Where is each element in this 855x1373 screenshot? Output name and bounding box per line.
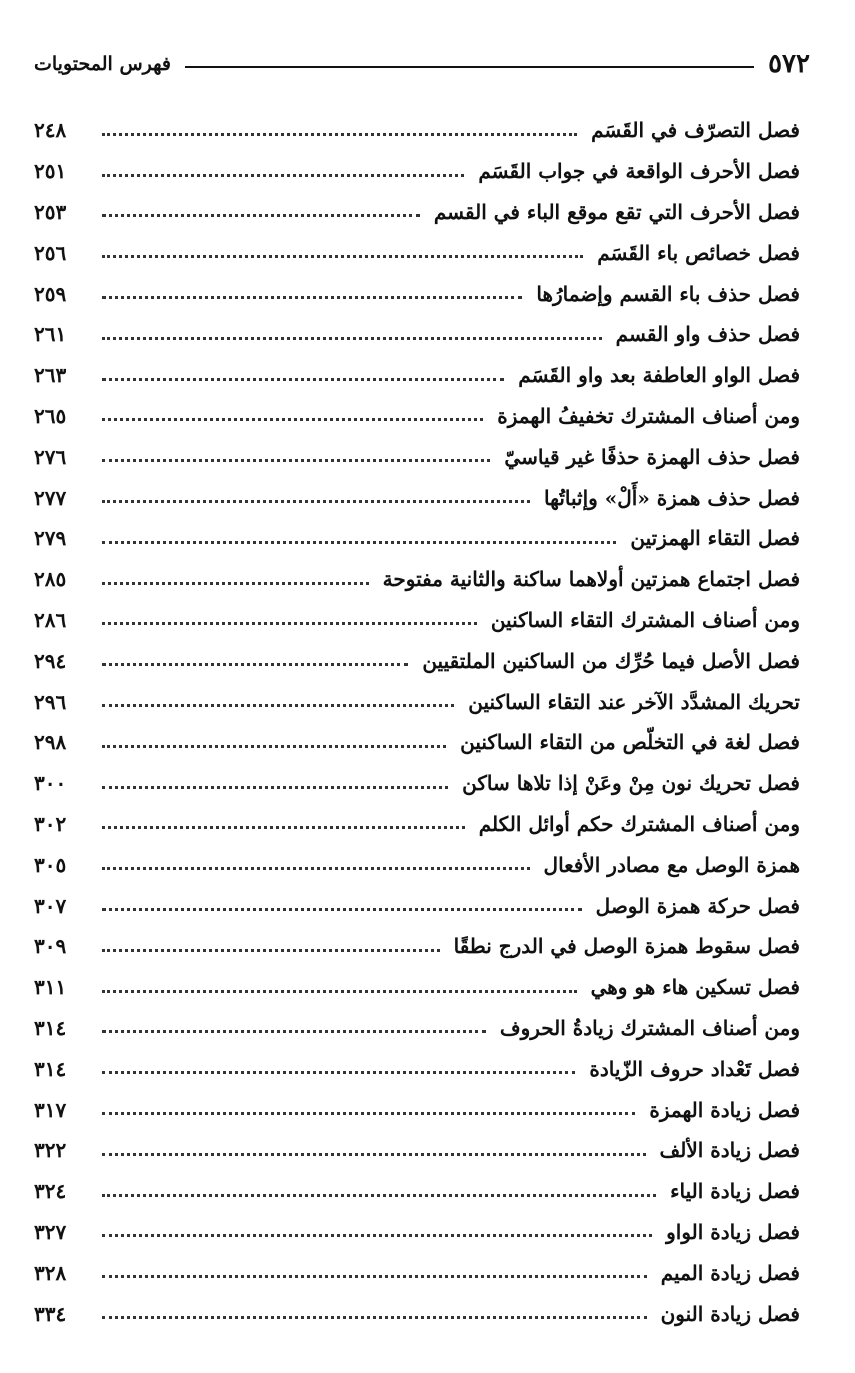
toc-entry-page-number: ٢٥٩ [34,281,67,306]
toc-entry-title: تحريك المشدَّد الآخر عند التقاء الساكنين [468,689,800,714]
toc-entry-page-number: ٢٨٦ [34,607,67,632]
toc-entry-page-number: ٣١٤ [34,1015,67,1040]
toc-entry-page-number: ٣٢٨ [34,1260,67,1285]
dot-leader [102,1030,486,1033]
toc-entry-title: فصل زيادة الهمزة [649,1097,800,1122]
dot-leader [102,663,408,666]
dot-leader [102,622,477,625]
toc-entry-page-number: ٢٥٦ [34,240,67,265]
dot-leader [102,459,490,462]
toc-entry[interactable] [34,1171,800,1212]
toc-entry-page-number: ٢٩٦ [34,689,67,714]
toc-entry[interactable] [34,1048,800,1089]
toc-entry[interactable] [34,967,800,1008]
dot-leader [102,378,504,381]
toc-entry-title: فصل زيادة الياء [670,1179,800,1204]
toc-entry[interactable] [34,110,800,151]
toc-entry-title: فصل زيادة الواو [666,1219,800,1244]
toc-entry-title: فصل التقاء الهمزتين [630,526,800,551]
toc-entry-page-number: ٢٦١ [34,322,67,347]
toc-entry-title: فصل تحريك نون مِنْ وعَنْ إذا تلاها ساكن [462,771,800,796]
table-of-contents [34,110,800,1334]
toc-entry[interactable] [34,232,800,273]
toc-entry[interactable] [34,355,800,396]
toc-entry[interactable] [34,926,800,967]
dot-leader [102,867,530,870]
toc-entry-page-number: ٣٠٠ [34,771,67,796]
dot-leader [102,1194,656,1197]
dot-leader [102,214,420,217]
toc-entry[interactable] [34,477,800,518]
dot-leader [102,908,582,911]
toc-entry[interactable] [34,436,800,477]
toc-entry[interactable] [34,640,800,681]
dot-leader [102,1234,652,1237]
dot-leader [102,418,483,421]
toc-entry-title: فصل حذف الهمزة حذفًا غير قياسيّ [504,444,800,469]
toc-entry-title: فصل الأصل فيما حُرِّك من الساكنين الملتقيين [422,648,800,673]
toc-entry-title: فصل زيادة الميم [660,1260,800,1285]
dot-leader [102,1316,647,1319]
dot-leader [102,1153,646,1156]
dot-leader [102,1071,575,1074]
toc-entry[interactable] [34,151,800,192]
toc-entry-page-number: ٢٦٣ [34,363,67,388]
toc-entry-title: فصل لغة في التخلّص من التقاء الساكنين [460,730,800,755]
toc-entry-page-number: ٣٠٢ [34,811,67,836]
toc-entry-title: فصل الأحرف الواقعة في جواب القَسَم [478,159,800,184]
dot-leader [102,1112,635,1115]
dot-leader [102,745,446,748]
dot-leader [102,337,602,340]
dot-leader [102,949,440,952]
toc-entry-title: فصل حذف همزة «أَلْ» وإثباتُها [544,485,800,510]
toc-entry[interactable] [34,1212,800,1253]
toc-entry-page-number: ٣٠٥ [34,852,67,877]
toc-entry-title: فصل زيادة النون [660,1301,800,1326]
toc-entry-page-number: ٢٤٨ [34,118,67,143]
toc-entry-page-number: ٢٧٦ [34,444,67,469]
toc-entry[interactable] [34,314,800,355]
toc-entry[interactable] [34,273,800,314]
toc-entry-page-number: ٢٩٤ [34,648,67,673]
header-rule [185,66,754,68]
toc-entry[interactable] [34,844,800,885]
toc-entry-title: فصل زيادة الألف [659,1138,800,1163]
page-header [34,34,810,94]
toc-entry-title: ومن أصناف المشترك تخفيفُ الهمزة [497,403,800,428]
toc-entry[interactable] [34,681,800,722]
toc-entry[interactable] [34,1008,800,1049]
toc-entry-title: فصل حذف باء القسم وإضمارُها [536,281,800,306]
toc-entry-title: فصل سقوط همزة الوصل في الدرج نطقًا [453,934,800,959]
toc-entry[interactable] [34,885,800,926]
dot-leader [102,541,616,544]
running-title: فهرس المحتويات [34,53,171,75]
toc-entry[interactable] [34,804,800,845]
toc-entry-title: فصل تَعْداد حروف الزّيادة [589,1056,800,1081]
dot-leader [102,174,464,177]
dot-leader [102,786,448,789]
dot-leader [102,582,369,585]
toc-entry[interactable] [34,1252,800,1293]
toc-entry-page-number: ٣٢٢ [34,1138,67,1163]
dot-leader [102,500,530,503]
dot-leader [102,826,465,829]
toc-entry-title: فصل اجتماع همزتين أولاهما ساكنة والثانية مفتوحة [382,567,800,592]
toc-entry-title: فصل حذف واو القسم [615,322,800,347]
toc-entry-page-number: ٣١٧ [34,1097,67,1122]
toc-entry-title: فصل تسكين هاء هو وهي [590,975,800,1000]
toc-entry-page-number: ٢٩٨ [34,730,67,755]
toc-entry-page-number: ٣٣٤ [34,1301,67,1326]
toc-entry[interactable] [34,763,800,804]
toc-entry-page-number: ٢٨٥ [34,567,67,592]
toc-entry-title: ومن أصناف المشترك حكم أوائل الكلم [478,811,800,836]
toc-entry-page-number: ٣١١ [34,975,67,1000]
toc-entry[interactable] [34,518,800,559]
dot-leader [102,1275,647,1278]
dot-leader [102,990,577,993]
toc-entry[interactable] [34,600,800,641]
toc-entry[interactable] [34,1293,800,1334]
toc-entry[interactable] [34,192,800,233]
dot-leader [102,255,583,258]
toc-entry[interactable] [34,1089,800,1130]
toc-entry-page-number: ٣١٤ [34,1056,67,1081]
dot-leader [102,296,522,299]
toc-entry[interactable] [34,559,800,600]
toc-entry-title: فصل الواو العاطفة بعد واو القَسَم [518,363,800,388]
toc-entry-page-number: ٣٠٧ [34,893,67,918]
toc-entry-page-number: ٣٠٩ [34,934,67,959]
dot-leader [102,704,454,707]
toc-entry[interactable] [34,1130,800,1171]
toc-entry-page-number: ٣٢٤ [34,1179,67,1204]
toc-entry-page-number: ٢٧٩ [34,526,67,551]
toc-entry-title: فصل خصائص باء القَسَم [597,240,800,265]
toc-entry-page-number: ٢٦٥ [34,403,67,428]
toc-entry-page-number: ٢٥٣ [34,199,67,224]
page-number: ٥٧٢ [768,49,810,79]
toc-entry-title: فصل التصرّف في القَسَم [591,118,800,143]
toc-entry-title: ومن أصناف المشترك التقاء الساكنين [490,607,800,632]
toc-entry-title: فصل حركة همزة الوصل [595,893,800,918]
toc-entry-page-number: ٣٢٧ [34,1219,67,1244]
dot-leader [102,133,577,136]
toc-entry-title: فصل الأحرف التي تقع موقع الباء في القسم [433,199,800,224]
toc-entry-page-number: ٢٥١ [34,159,67,184]
toc-entry-title: همزة الوصل مع مصادر الأفعال [543,852,800,877]
toc-entry-title: ومن أصناف المشترك زيادةُ الحروف [499,1015,800,1040]
toc-entry[interactable] [34,722,800,763]
toc-entry-page-number: ٢٧٧ [34,485,67,510]
toc-entry[interactable] [34,396,800,437]
